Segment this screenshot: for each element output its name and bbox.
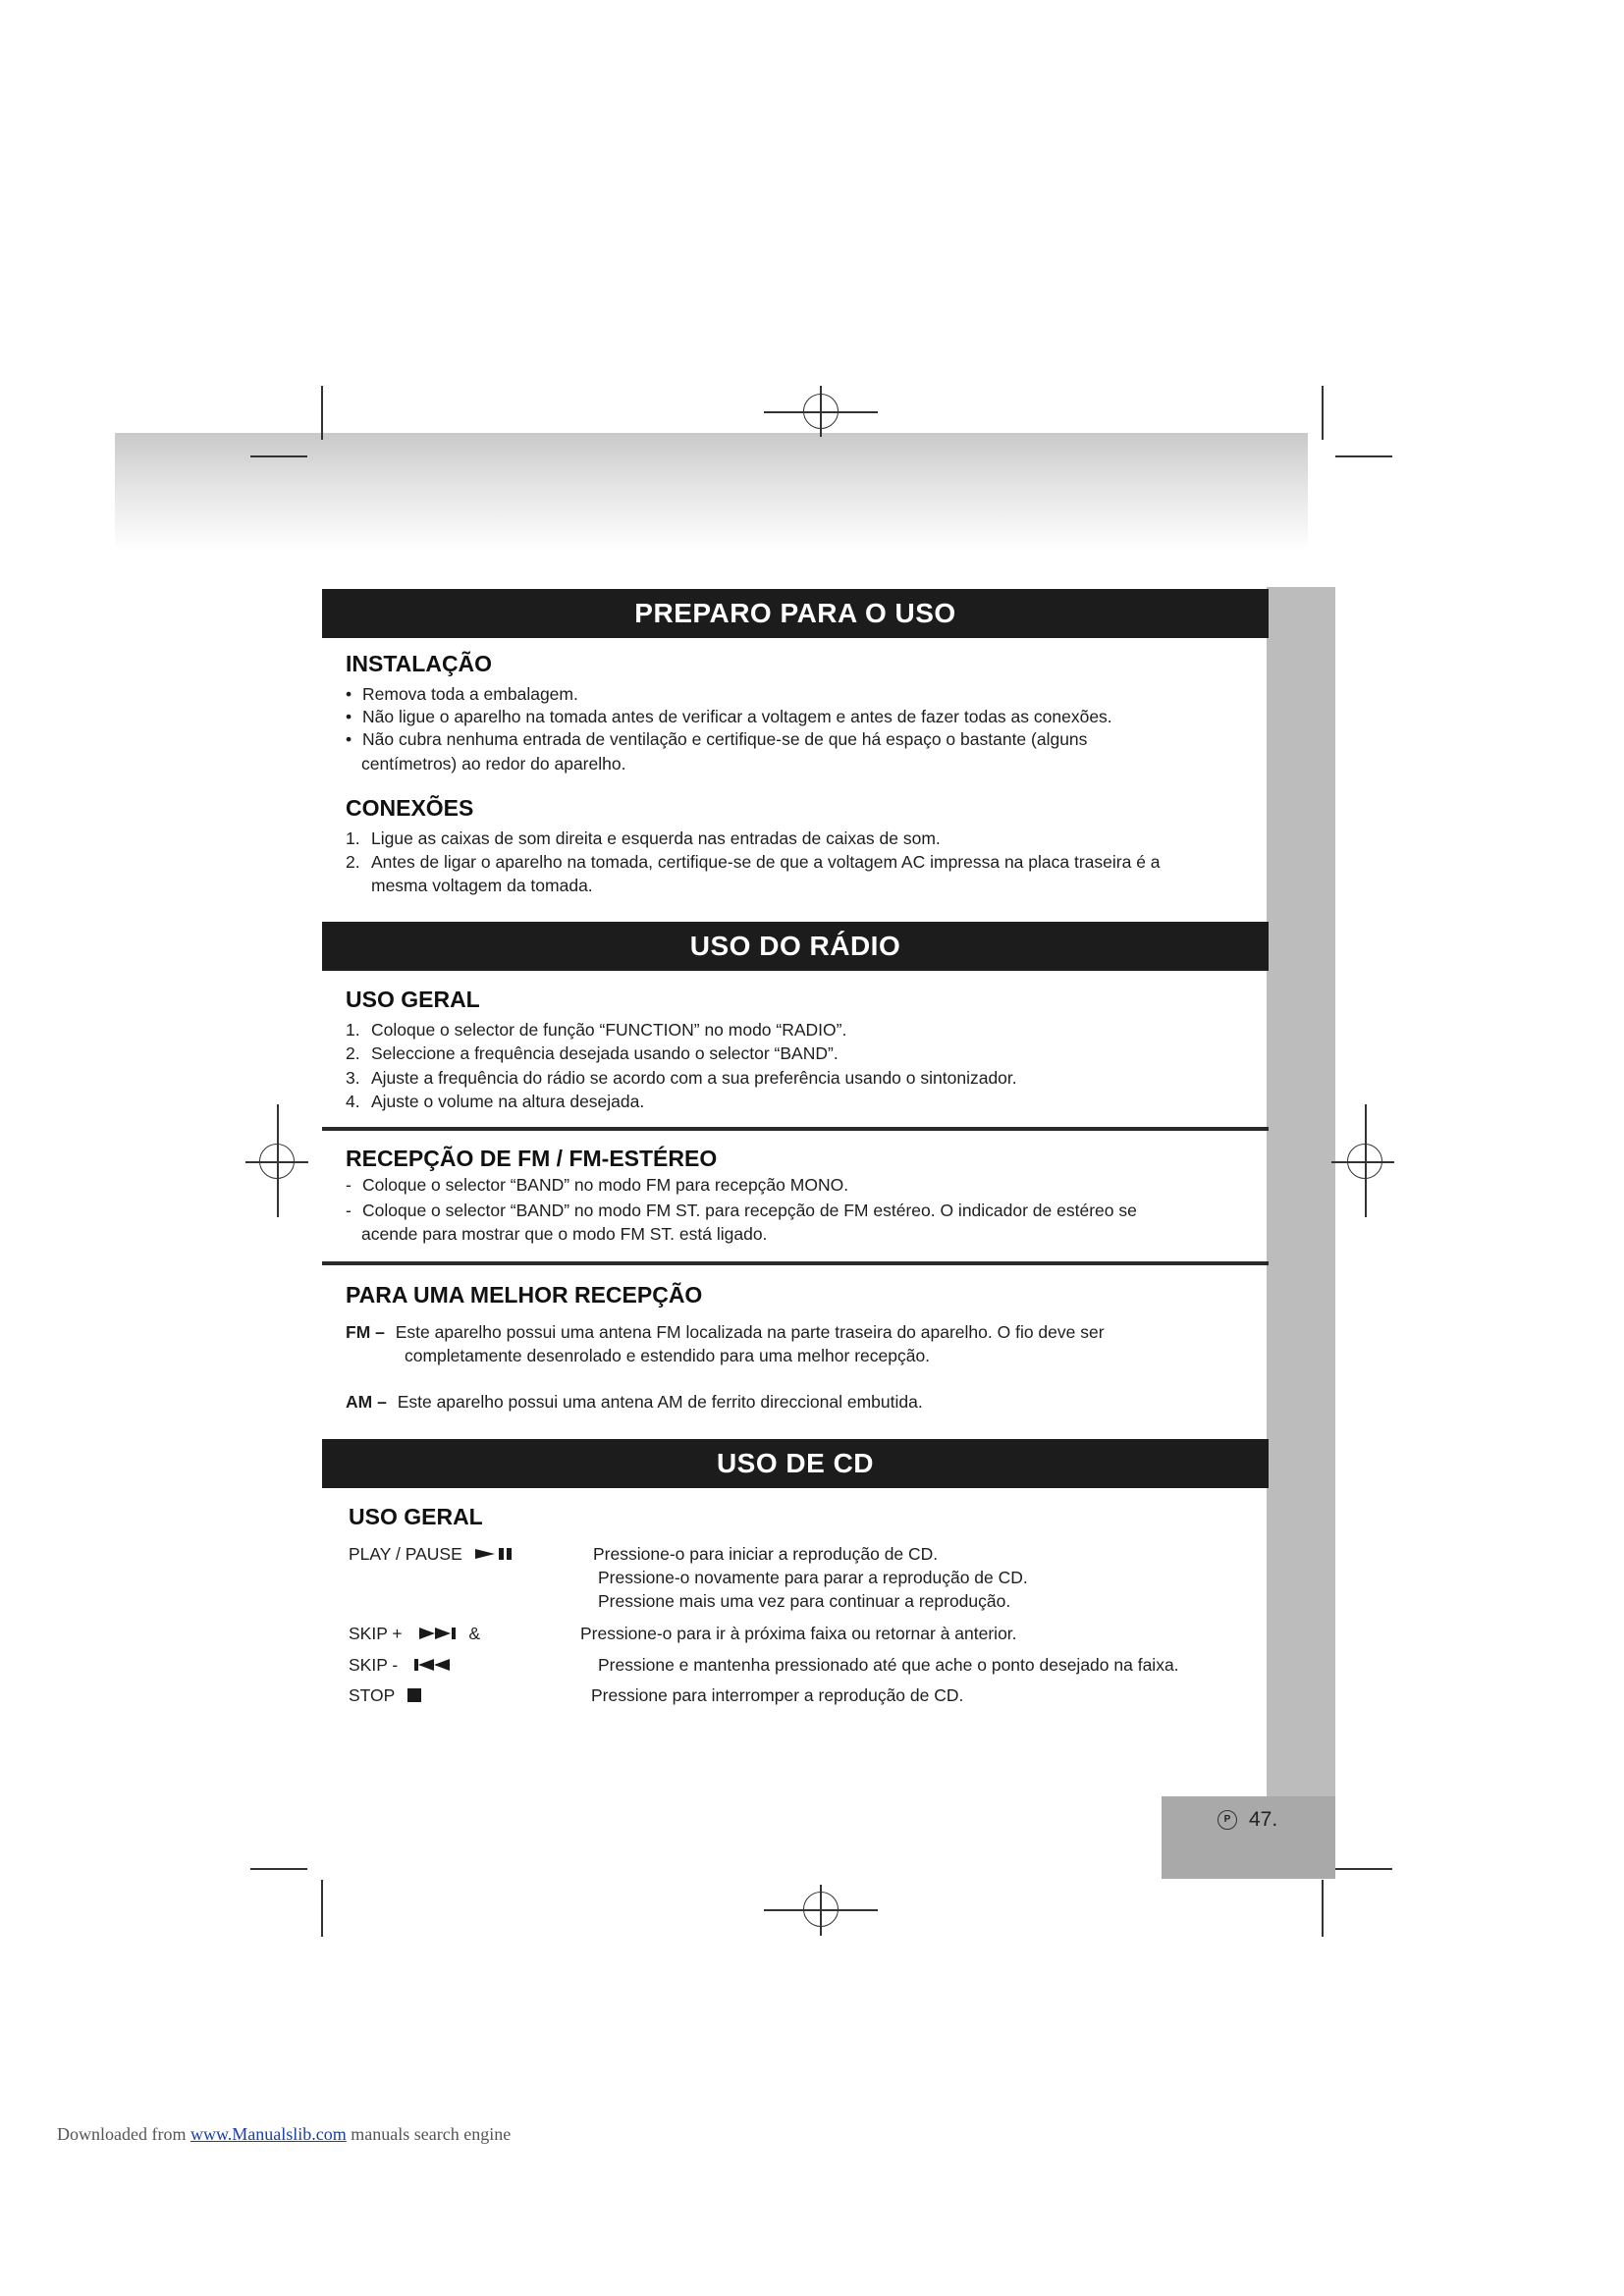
- play-desc-line: Pressione mais uma vez para continuar a reprodução.: [598, 1591, 1011, 1611]
- stop-key: STOP: [349, 1685, 421, 1706]
- list-item: 2. Seleccione a frequência desejada usando o selector “BAND”.: [346, 1043, 839, 1063]
- registration-line: [1365, 1104, 1367, 1217]
- stop-desc: Pressione para interromper a reprodução de CD.: [591, 1685, 964, 1705]
- list-item-continuation: acende para mostrar que o modo FM ST. está ligado.: [361, 1224, 768, 1244]
- list-item: • Não ligue o aparelho na tomada antes de verificar a voltagem e antes de fazer todas as conexões.: [346, 707, 1112, 726]
- section-divider: [322, 1261, 1269, 1265]
- skip-next-icon: [419, 1627, 460, 1640]
- am-label: AM –: [346, 1392, 387, 1412]
- download-footer: [57, 2124, 511, 2145]
- page-number-text: 47.: [1249, 1808, 1278, 1831]
- play-desc-line: Pressione-o novamente para parar a reprodução de CD.: [598, 1568, 1028, 1587]
- heading-instalacao: INSTALAÇÃO: [346, 651, 493, 676]
- section-divider: [322, 1127, 1269, 1131]
- crop-mark: [1335, 455, 1392, 457]
- list-item-continuation: centímetros) ao redor do aparelho.: [361, 754, 626, 774]
- list-item: - Coloque o selector “BAND” no modo FM ST. para recepção de FM estéreo. O indicador de estéreo se: [346, 1201, 1137, 1220]
- crop-mark: [250, 1868, 307, 1870]
- am-antenna-note: AM – Este aparelho possui uma antena AM de ferrito direccional embutida.: [346, 1392, 923, 1412]
- fm-antenna-note-continuation: completamente desenrolado e estendido para uma melhor recepção.: [405, 1346, 931, 1365]
- section-banner-cd: USO DE CD: [322, 1439, 1269, 1488]
- skip-plus-desc: Pressione-o para ir à próxima faixa ou retornar à anterior.: [580, 1624, 1017, 1643]
- crop-mark: [321, 1880, 323, 1937]
- fm-label: FM –: [346, 1322, 385, 1342]
- skip-plus-key: SKIP + &: [349, 1624, 481, 1643]
- list-item: 2. Antes de ligar o aparelho na tomada, certifique-se de que a voltagem AC impressa na placa traseira é a: [346, 852, 1161, 872]
- heading-conexoes: CONEXÕES: [346, 795, 474, 821]
- list-item: - Coloque o selector “BAND” no modo FM para recepção MONO.: [346, 1175, 849, 1195]
- play-pause-icon: [475, 1547, 516, 1561]
- crop-mark: [321, 386, 323, 440]
- section-banner-radio: USO DO RÁDIO: [322, 922, 1269, 971]
- page-number: [1218, 1808, 1277, 1832]
- crop-mark: [1322, 1880, 1324, 1937]
- list-item: 1. Coloque o selector de função “FUNCTION” no modo “RADIO”.: [346, 1020, 847, 1040]
- crop-mark: [1335, 1868, 1392, 1870]
- footer-prefix: Downloaded from: [57, 2124, 187, 2144]
- list-item: 4. Ajuste o volume na altura desejada.: [346, 1092, 645, 1111]
- crop-mark: [1322, 386, 1324, 440]
- footer-suffix: manuals search engine: [351, 2124, 512, 2144]
- heading-fm-estereo: RECEPÇÃO DE FM / FM-ESTÉREO: [346, 1146, 718, 1171]
- registration-line: [820, 386, 822, 437]
- manualslib-link[interactable]: www.Manualslib.com: [189, 2124, 347, 2144]
- skip-previous-icon: [414, 1658, 452, 1672]
- skip-minus-desc: Pressione e mantenha pressionado até que ache o ponto desejado na faixa.: [598, 1655, 1179, 1675]
- language-icon: P: [1218, 1810, 1237, 1830]
- registration-line: [820, 1885, 822, 1936]
- list-item: 3. Ajuste a frequência do rádio se acordo com a sua preferência usando o sintonizador.: [346, 1068, 1017, 1088]
- list-item-continuation: mesma voltagem da tomada.: [371, 876, 593, 895]
- skip-minus-key: SKIP -: [349, 1655, 452, 1676]
- registration-line: [277, 1104, 279, 1217]
- heading-melhor-recepcao: PARA UMA MELHOR RECEPÇÃO: [346, 1282, 703, 1308]
- section-banner-preparo: PREPARO PARA O USO: [322, 589, 1269, 638]
- list-item: 1. Ligue as caixas de som direita e esquerda nas entradas de caixas de som.: [346, 828, 941, 848]
- heading-uso-geral-radio: USO GERAL: [346, 987, 480, 1012]
- list-item: • Não cubra nenhuma entrada de ventilação e certifique-se de que há espaço o bastante (alguns: [346, 729, 1088, 749]
- header-gradient-band: [115, 433, 1308, 551]
- registration-line: [1331, 1161, 1394, 1163]
- play-desc-line: Pressione-o para iniciar a reprodução de CD.: [593, 1544, 939, 1564]
- play-pause-key: PLAY / PAUSE: [349, 1544, 516, 1565]
- list-item: • Remova toda a embalagem.: [346, 684, 578, 704]
- fm-antenna-note: FM – Este aparelho possui uma antena FM localizada na parte traseira do aparelho. O fio deve ser: [346, 1322, 1105, 1342]
- side-gray-bar: [1267, 587, 1335, 1796]
- crop-mark: [250, 455, 307, 457]
- heading-uso-geral-cd: USO GERAL: [349, 1504, 483, 1529]
- stop-icon: [407, 1688, 421, 1702]
